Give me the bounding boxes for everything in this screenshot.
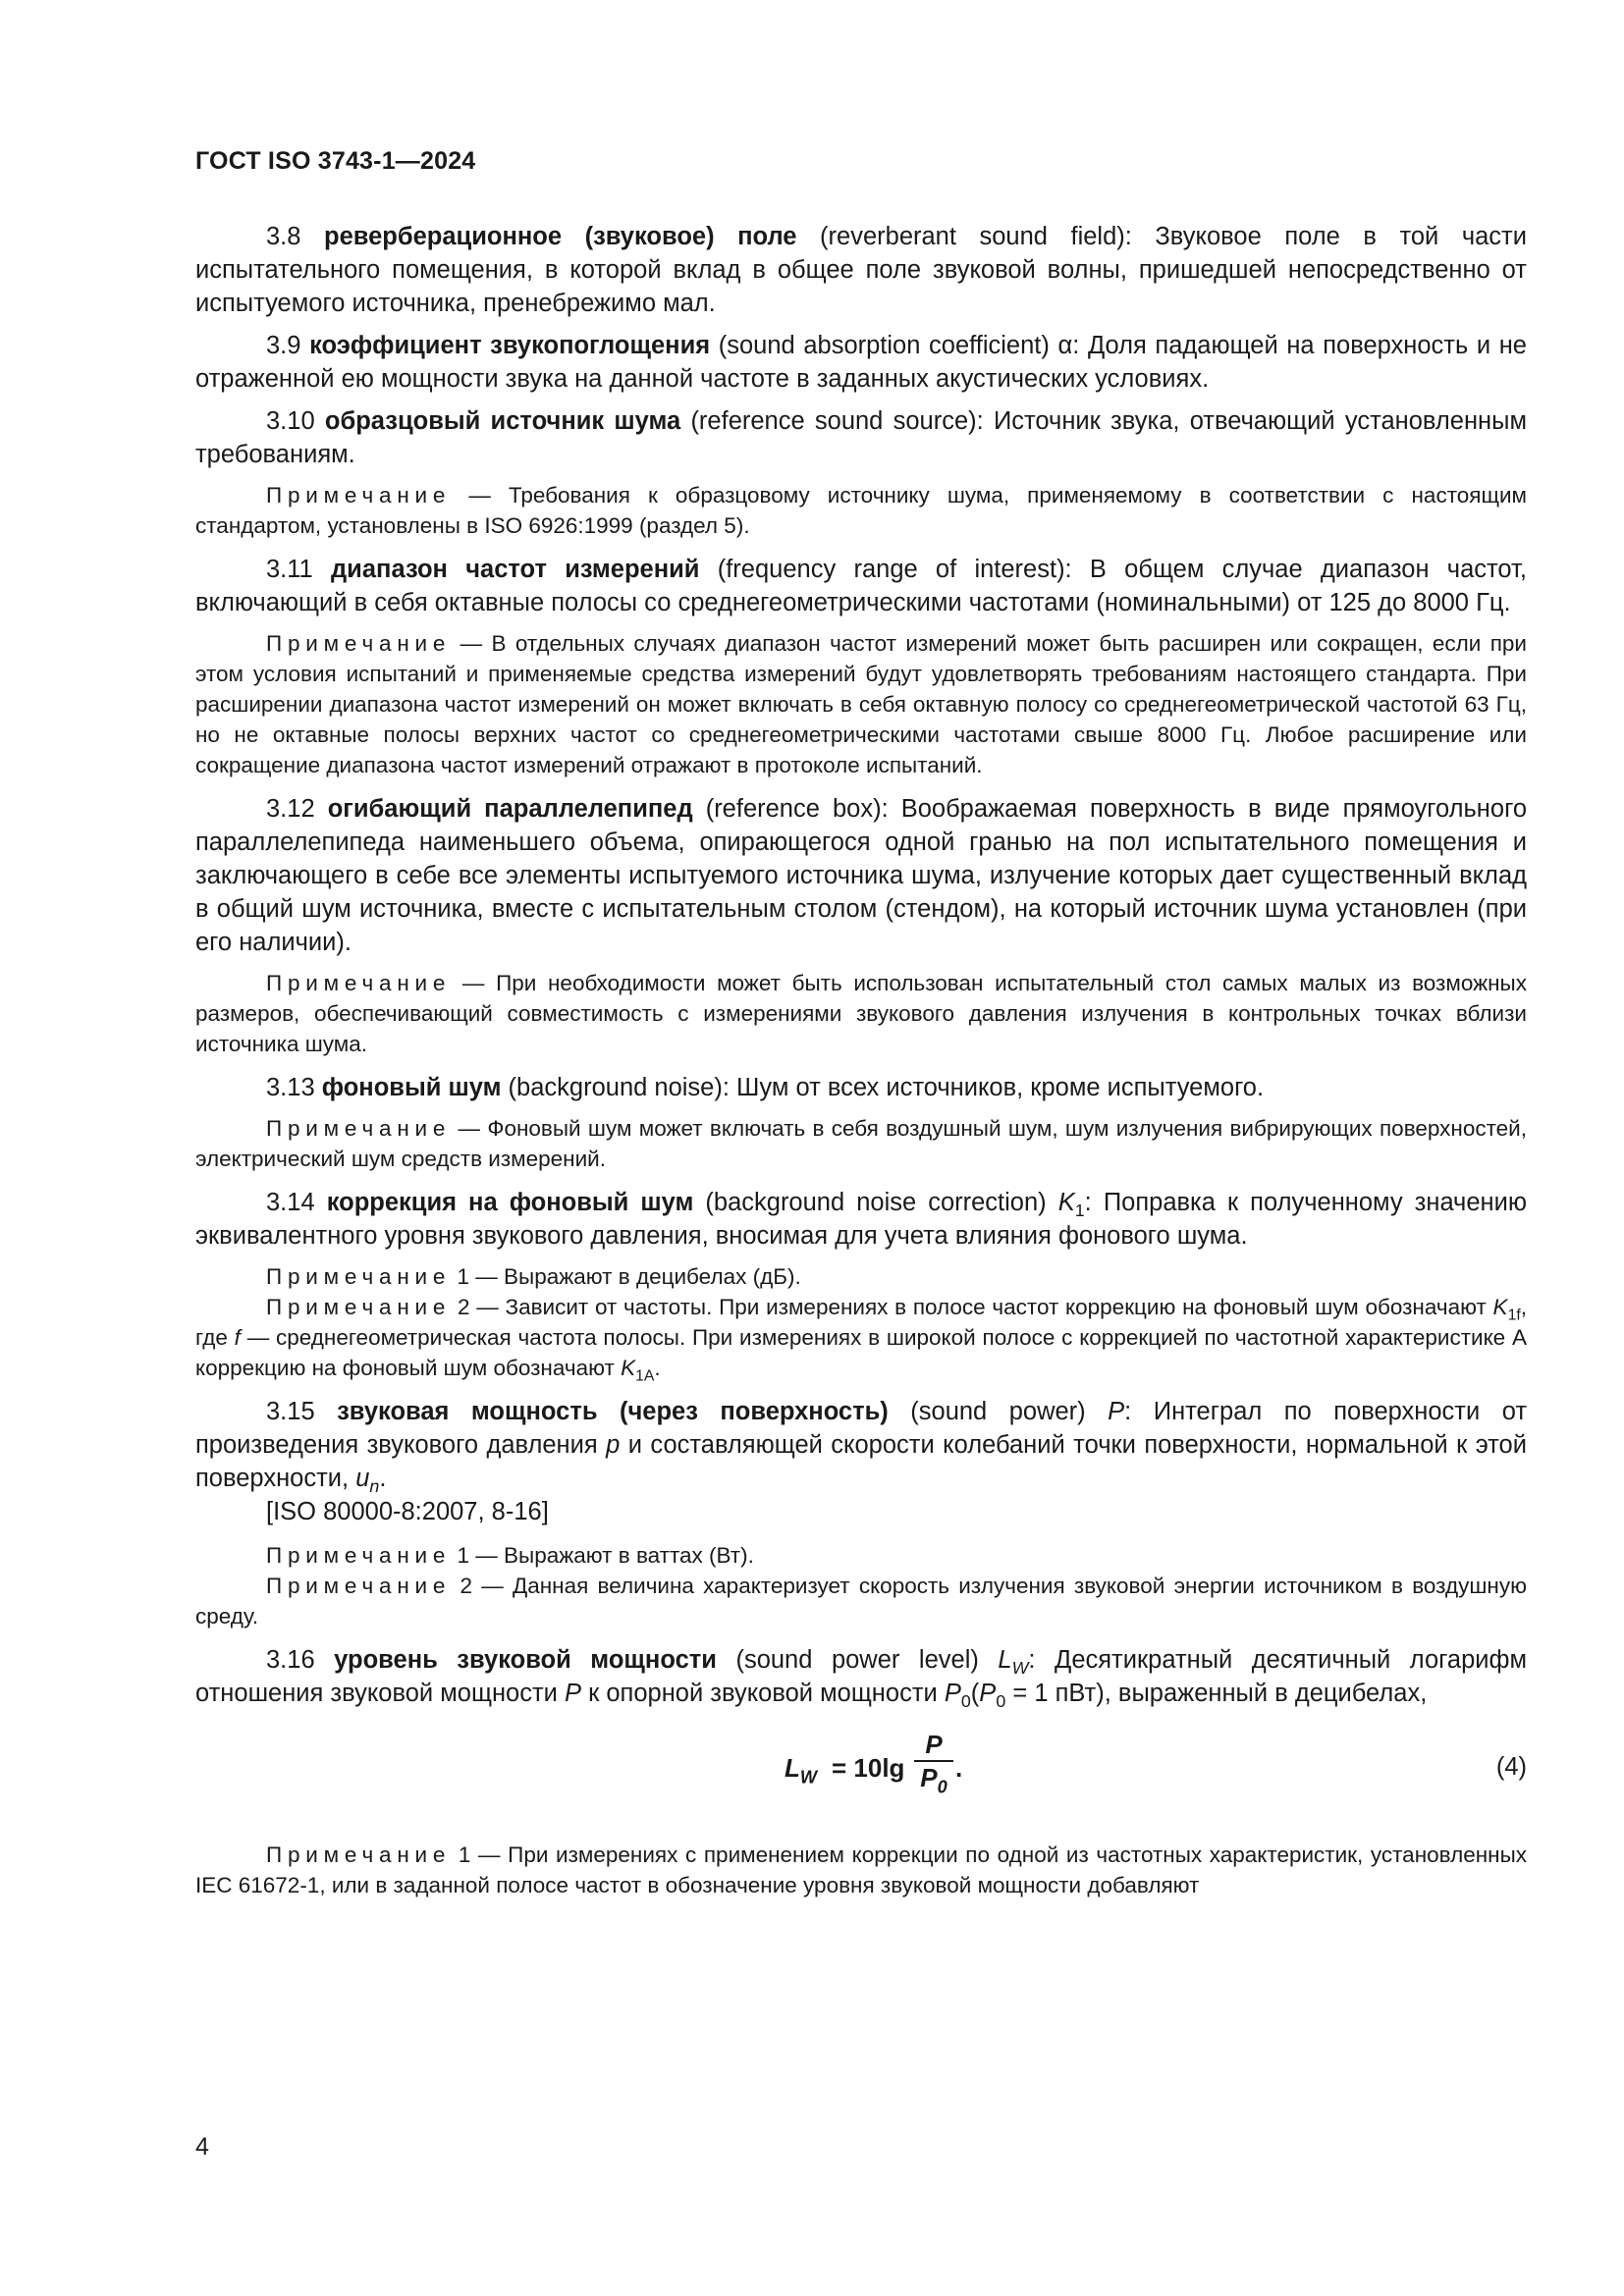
note-number: 2 [460, 1574, 472, 1598]
definition-text: и составляющей скорости колебаний точки поверхности, нормальной к этой поверхности, [195, 1431, 1527, 1492]
term: реверберационное (звуковое) поле [324, 223, 797, 250]
symbol: u [355, 1465, 370, 1492]
period: . [654, 1356, 661, 1380]
definition-3-10 [195, 404, 1527, 471]
term-english: (sound power) [910, 1398, 1086, 1425]
formula-number: (4) [1495, 1753, 1527, 1781]
note-text: — Выражают в ваттах (Вт). [475, 1543, 754, 1568]
symbol: L [998, 1646, 1012, 1674]
formula-period: . [955, 1753, 963, 1783]
term-english: (background noise): [508, 1074, 730, 1101]
clause-number: 3.10 [266, 407, 315, 435]
symbol-subscript: 0 [996, 1691, 1006, 1712]
denominator-symbol: P [920, 1763, 938, 1792]
note-3-14-2 [195, 1292, 1527, 1383]
note-text: — При измерениях с применением коррекции по одной из частотных характеристик, установленных IEC 61672-1, или в заданной полосе частот в обозначение уровня звуковой мощности добавляют [195, 1842, 1527, 1897]
note-text: — Фоновый шум может включать в себя воздушный шум, шум излучения вибрирующих поверхностей, электрический шум средств измерений. [195, 1116, 1527, 1171]
term-english: (reverberant sound field): [820, 223, 1132, 250]
definition-3-9 [195, 329, 1527, 396]
clause-number: 3.13 [266, 1074, 315, 1101]
note-3-13 [195, 1113, 1527, 1174]
note-label: Примечание [266, 1116, 452, 1141]
term-english: (reference box): [705, 795, 889, 823]
note-text: — Требования к образцовому источнику шума, применяемому в соответствии с настоящим стандартом, установлены в ISO 6926:1999 (раздел 5). [195, 483, 1527, 538]
term: звуковая мощность (через поверхность) [337, 1398, 889, 1425]
note-text: — При необходимости может быть использован испытательный стол самых малых из возможных размеров, обеспечивающий совместимость с измерениями звукового давления излучения в контрольных точках вблизи источника шума. [195, 971, 1527, 1056]
symbol-subscript: 1f [1507, 1307, 1521, 1324]
formula-lhs-symbol: L [785, 1753, 800, 1783]
symbol-subscript: 0 [960, 1691, 971, 1712]
term: диапазон частот измерений [331, 556, 700, 583]
symbol: p [606, 1431, 621, 1459]
definition-text: Источник звука, отвечающий установленным требованиям. [195, 407, 1527, 468]
term-english: (reference sound source): [690, 407, 984, 435]
term-english: (frequency range of interest): [717, 556, 1072, 583]
clause-number: 3.15 [266, 1398, 315, 1425]
definition-3-16 [195, 1643, 1527, 1710]
fraction-numerator: P [925, 1730, 943, 1759]
paren: ( [970, 1680, 980, 1707]
symbol-subscript: 1A [635, 1367, 655, 1385]
formula-equals: = 10lg [832, 1753, 905, 1783]
symbol: K [621, 1356, 636, 1380]
note-3-14-1 [195, 1261, 1527, 1292]
symbol: K [1057, 1189, 1075, 1216]
note-number: 1 [457, 1543, 470, 1568]
formula-lhs [785, 1753, 818, 1788]
note-label: Примечание [266, 1842, 452, 1867]
note-text: — Зависит от частоты. При измерениях в полосе частот коррекцию на фоновый шум обозначают [476, 1295, 1487, 1319]
definition-text: Воображаемая поверхность в виде прямоугольного параллелепипеда наименьшего объема, опирающегося одной гранью на пол испытательного помещения и заключающего в себе все элементы испытуемого источника шума, излучение которых дает существенный вклад в общий шум источника, вместе с испытательным столом (стендом), на который источник шума установлен (при его наличии). [195, 795, 1527, 956]
source-reference: [ISO 80000-8:2007, 8-16] [266, 1498, 549, 1525]
definition-text: к опорной звуковой мощности [588, 1680, 938, 1707]
note-3-12 [195, 968, 1527, 1059]
definition-text: В общем случае диапазон частот, включающий в себя октавные полосы со среднегеометрическими частотами (номинальными) от 125 до 8000 Гц. [195, 556, 1527, 616]
document-body [195, 220, 1527, 1912]
note-3-16-1 [195, 1840, 1527, 1900]
term-english: (sound absorption coefficient) α: [718, 332, 1080, 359]
term: уровень звуковой мощности [334, 1646, 717, 1674]
symbol-subscript: n [369, 1476, 380, 1497]
symbol: K [1492, 1295, 1508, 1319]
period: . [379, 1465, 387, 1492]
note-text: , где [195, 1295, 1527, 1350]
note-label: Примечание [266, 631, 452, 656]
note-number: 2 [457, 1295, 470, 1319]
note-number: 1 [457, 1264, 470, 1289]
note-3-10 [195, 480, 1527, 541]
clause-number: 3.9 [266, 332, 301, 359]
clause-number: 3.12 [266, 795, 315, 823]
note-label: Примечание [266, 1295, 452, 1319]
symbol: P [979, 1680, 997, 1707]
clause-number: 3.11 [266, 556, 313, 583]
denominator-subscript: 0 [937, 1777, 947, 1797]
definition-text: Доля падающей на поверхность и не отраженной ею мощности звука на данной частоте в заданных акустических условиях. [195, 332, 1527, 393]
note-label: Примечание [266, 1543, 452, 1568]
fraction-denominator [914, 1763, 953, 1797]
note-3-15-2 [195, 1571, 1527, 1631]
note-number: 1 [458, 1842, 471, 1867]
clause-number: 3.16 [266, 1646, 315, 1674]
definition-text: Поправка к полученному значению эквивалентного уровня звукового давления, вносимая для учета влияния фонового шума. [195, 1189, 1527, 1250]
symbol-subscript: 1 [1074, 1201, 1085, 1221]
symbol-subscript: W [1011, 1658, 1029, 1679]
term: фоновый шум [321, 1074, 502, 1101]
definition-text: Звуковое поле в той части испытательного помещения, в которой вклад в общее поле звуковой волны, пришедшей непосредственно от испытуемого источника, пренебрежимо мал. [195, 223, 1527, 317]
definition-3-11 [195, 553, 1527, 619]
symbol: P [944, 1680, 961, 1707]
note-label: Примечание [266, 1264, 452, 1289]
note-3-15-1 [195, 1540, 1527, 1571]
note-3-11 [195, 628, 1527, 780]
term: коэффициент звукопоглощения [309, 332, 711, 359]
note-label: Примечание [266, 971, 452, 995]
term-english: (sound power level) [735, 1646, 979, 1674]
note-text: — среднегеометрическая частота полосы. При измерениях в широкой полосе с коррекцией по частотной характеристике А коррекцию на фоновый шум обозначают [195, 1325, 1527, 1380]
note-label: Примечание [266, 1574, 452, 1598]
term: огибающий параллелепипед [327, 795, 693, 823]
page-number: 4 [195, 2133, 209, 2161]
fraction-bar [914, 1760, 953, 1762]
colon: : [1028, 1646, 1036, 1674]
formula-4 [195, 1716, 1527, 1814]
formula-fraction [914, 1730, 953, 1797]
definition-3-13 [195, 1071, 1527, 1104]
note-text: — Данная величина характеризует скорость излучения звуковой энергии источником в воздушную среду. [195, 1574, 1527, 1629]
note-text: — Выражают в децибелах (дБ). [475, 1264, 801, 1289]
clause-number: 3.14 [266, 1189, 315, 1216]
definition-text: Интеграл по поверхности от произведения звукового давления [195, 1398, 1527, 1459]
formula-lhs-subscript: W [799, 1767, 818, 1788]
definition-3-15 [195, 1395, 1527, 1495]
note-label: Примечание [266, 483, 452, 507]
note-text: — В отдельных случаях диапазон частот измерений может быть расширен или сокращен, если при этом условия испытаний и применяемые средства измерений будут удовлетворять требованиям настоящего стандарта. При расширении диапазона частот измерений он может включать в себя октавную полосу со среднегеометрической частотой 63 Гц, но не октавные полосы верхних частот со среднегеометрическими частотами свыше 8000 Гц. Любое расширение или сокращение диапазона частот измерений отражают в протоколе испытаний. [195, 631, 1527, 777]
symbol: P [1108, 1398, 1125, 1425]
colon: : [1124, 1398, 1132, 1425]
definition-text: Десятикратный десятичный логарифм отношения звуковой мощности [195, 1646, 1528, 1707]
definition-text: = 1 пВт), выраженный в децибелах, [1012, 1680, 1428, 1707]
definition-3-8 [195, 220, 1527, 320]
definition-3-14 [195, 1186, 1527, 1253]
term: образцовый источник шума [324, 407, 681, 435]
symbol: f [234, 1325, 241, 1350]
term: коррекция на фоновый шум [326, 1189, 694, 1216]
definition-3-12 [195, 792, 1527, 959]
definition-text: Шум от всех источников, кроме испытуемого. [736, 1074, 1265, 1101]
colon: : [1084, 1189, 1092, 1216]
term-english: (background noise correction) [705, 1189, 1047, 1216]
symbol: P [564, 1680, 581, 1707]
clause-number: 3.8 [266, 223, 301, 250]
document-header: ГОСТ ISO 3743-1—2024 [195, 147, 476, 175]
